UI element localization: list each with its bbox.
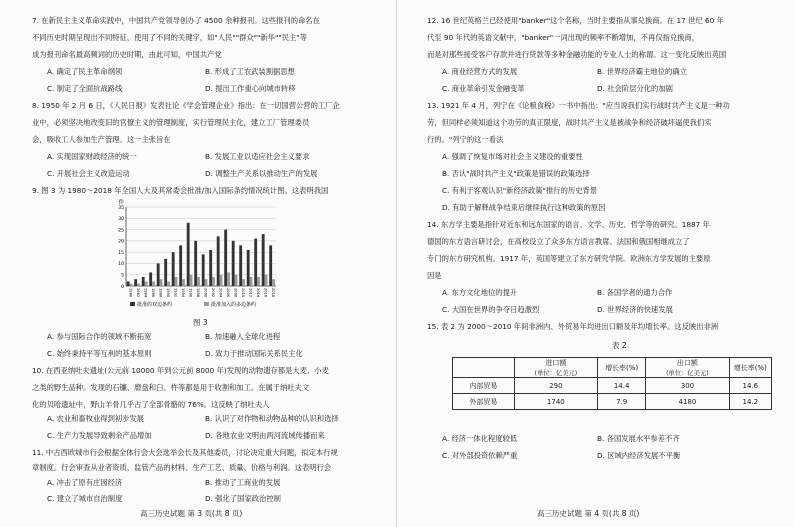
x-tick-label: 2008 (233, 288, 238, 298)
q10-line-2: 之类的野生品种。发现的石镰、磨盘和臼、杵等都是用于收割和加工。在属于纳吐夫文 (32, 383, 310, 392)
bar-multilateral (197, 277, 200, 286)
table-cell: 14.2 (729, 394, 771, 410)
bar-multilateral (212, 277, 215, 286)
q11-line-1: 11. 中古西欧城市行会根据全体行会大会选举会长及其他委员，讨论决定重大问题，拟定本行规 (32, 448, 338, 457)
table-cell: 外部贸易 (453, 394, 515, 410)
x-tick-label: 1992 (173, 288, 178, 298)
q7-option-a[interactable]: A. 确定了民主革命纲领 (47, 67, 123, 76)
q14-option-a[interactable]: A. 东方文化地位的提升 (442, 288, 518, 297)
legend-bilateral: 批准的双边条约 (137, 302, 173, 308)
bar-multilateral (145, 281, 148, 286)
q7-option-b[interactable]: B. 形成了工农武装割据思想 (205, 67, 295, 76)
bar-bilateral (179, 245, 182, 286)
table-cell: 300 (646, 378, 729, 394)
x-tick-label: 1988 (158, 288, 163, 298)
bar-multilateral (257, 277, 260, 286)
bar-multilateral (205, 279, 208, 286)
q14-option-c[interactable]: C. 大国在世界的争夺日趋激烈 (442, 305, 540, 314)
q13-option-a[interactable]: A. 强调了恢复市场对社会主义建设的重要性 (442, 152, 583, 161)
q12-line-1: 12. 16 世纪英格兰已经使用"banker"这个名称，当时主要指从事兑换商。在 17 世纪 60 年 (427, 16, 724, 25)
q9-option-c[interactable]: C. 始终秉持平等互利的基本原则 (47, 349, 152, 358)
q12-option-c[interactable]: C. 商业革命引发金融变革 (442, 84, 525, 93)
q13-line-1: 13. 1921 年 4 月，列宁在《论粮食税》一书中指出："应当说我们实行战时共产主义是一种功 (427, 101, 730, 110)
q8-option-a[interactable]: A. 实现国家财政经济的统一 (47, 152, 137, 161)
bar-bilateral (217, 236, 220, 286)
table-header-cell (514, 358, 597, 378)
x-tick-label: 2010 (241, 288, 246, 298)
bar-bilateral (239, 245, 242, 286)
treaty-chart (108, 197, 288, 312)
bar-multilateral (152, 281, 155, 286)
q15-line-1: 15. 表 2 为 2000～2010 年间非洲内、外贸易年均进出口额及年均增长率。这反映出非洲 (427, 322, 719, 331)
q14-option-b[interactable]: B. 各国学者的通力合作 (597, 288, 673, 297)
x-tick-label: 1998 (196, 288, 201, 298)
q10-option-b[interactable]: B. 认识了对作物和动物品种的认识和选择 (205, 414, 339, 423)
trade-table (452, 357, 772, 410)
q7-line-1: 7. 在新民主主义革命实践中，中国共产党领导创办了 4500 余种报刊。这些报刊的命名在 (32, 16, 320, 25)
bar-bilateral (247, 250, 250, 286)
bar-bilateral (269, 245, 272, 286)
bar-bilateral (254, 239, 257, 286)
q12-option-d[interactable]: D. 社会阶层分化的加剧 (597, 84, 673, 93)
q9-option-d[interactable]: D. 致力于推动国际关系民主化 (205, 349, 303, 358)
table-row (453, 394, 772, 410)
treaty-chart-svg (108, 197, 288, 312)
q7-option-c[interactable]: C. 制定了全面抗战路线 (47, 84, 123, 93)
q14-line-4: 因是 (427, 271, 442, 280)
bar-multilateral (167, 281, 170, 286)
bar-multilateral (250, 277, 253, 286)
x-tick-label: 1980 (128, 288, 133, 298)
q11-line-2: 章制度。行会审查从业者资质，监管产品的材料、生产工艺、质量、价格与利润。这表明行会 (32, 463, 332, 472)
q13-option-b[interactable]: B. 否认"战时共产主义"政策是错误的政策选择 (442, 169, 590, 178)
x-tick-label: 2012 (248, 288, 253, 298)
q8-line-2: 业中，必须坚决地改变旧的官僚主义的管理制度，实行管理民主化，建立工厂管理委员 (32, 118, 310, 127)
x-tick-label: 2014 (256, 288, 261, 298)
x-tick-label: 1986 (151, 288, 156, 298)
q9-line-1: 9. 图 3 为 1980～2018 年全国人大及其常委会批准/加入国际条约情况统计图。这表明我国 (32, 186, 329, 195)
x-tick-label: 2004 (218, 288, 223, 298)
bar-bilateral (202, 254, 205, 286)
bar-multilateral (235, 275, 238, 286)
y-tick-label: 20 (118, 239, 124, 245)
q13-line-3: 行的。"列宁的这一看法 (427, 135, 504, 144)
q10-line-1: 10. 在西亚纳吐夫遗址(公元前 10000 年到公元前 8000 年)发现的动物遗存都是大麦、小麦 (32, 366, 329, 375)
q14-line-3: 专门的东方研究机构。1917 年，英国等建立了东方研究学院。欧洲东方学发展的主要原 (427, 254, 711, 263)
q8-option-d[interactable]: D. 调整生产关系以推动生产的发展 (205, 169, 318, 178)
bar-multilateral (160, 279, 163, 286)
bar-bilateral (134, 279, 137, 286)
import-unit: (单位：亿美元) (534, 370, 578, 377)
bar-multilateral (190, 275, 193, 286)
x-tick-label: 2000 (203, 288, 208, 298)
bar-bilateral (149, 272, 152, 286)
q12-option-b[interactable]: B. 世界经济霸主地位的确立 (597, 67, 687, 76)
q15-option-b[interactable]: B. 各国发展水平参差不齐 (597, 434, 680, 443)
bar-multilateral (137, 284, 140, 286)
figure-caption: 图 3 (193, 318, 208, 327)
bar-multilateral (175, 277, 178, 286)
x-tick-label: 2006 (226, 288, 231, 298)
bar-bilateral (164, 259, 167, 286)
q11-option-b[interactable]: B. 推动了工商业的发展 (205, 478, 281, 487)
bar-multilateral (227, 272, 230, 286)
q13-line-2: 劳，但同样必须知道这个功劳的真正限度，战时共产主义是被战争和经济破坏逼使我们实 (427, 118, 712, 127)
q12-line-3: 而是对那些接受客户存款并进行贷款等多种金融功能的专业人士的称谓。这一变化反映出英国 (427, 50, 727, 59)
bar-bilateral (187, 223, 190, 286)
bar-bilateral (209, 250, 212, 286)
q14-line-2: 德国的东方语言研讨会，在高校设立了众多东方语言教席。法国和俄国相继成立了 (427, 237, 690, 246)
y-tick-label: 25 (118, 228, 124, 234)
q14-line-1: 14. 东方学主要是指针对近东和远东国家的语言、文学、历史、哲学等的研究。1887 年 (427, 220, 710, 229)
table-cell: 14.4 (598, 378, 646, 394)
q10-line-3: 化的贝哈遗址中，野山羊骨几乎占了全部骨骼的 76%。这反映了纳吐夫人 (32, 400, 270, 409)
table-header-cell: 增长率(%) (598, 358, 646, 378)
x-tick-label: 1994 (181, 288, 186, 298)
q12-option-a[interactable]: A. 商业经营方式的发展 (442, 67, 518, 76)
table-header-cell (453, 358, 515, 378)
import-header: 进口额 (545, 359, 567, 367)
q9-option-a[interactable]: A. 参与国际合作的领域不断拓宽 (47, 332, 152, 341)
left-page-footer: 高三历史试题 第 3 页(共 8 页) (140, 509, 243, 518)
table-header-cell: 增长率(%) (729, 358, 771, 378)
q12-line-2: 代至 90 年代的英语文献中，"banker"一词出现的频率不断增加，不再仅指兑换商， (427, 33, 700, 42)
q7-line-3: 成为报刊命名最高频词的历史时期，由此可知，中国共产党 (32, 50, 222, 59)
legend-swatch-multilateral (204, 302, 209, 306)
q11-option-d[interactable]: D. 强化了国家政治控制 (205, 494, 281, 503)
bar-bilateral (194, 241, 197, 286)
legend-multilateral: 批准加入的多边条约 (211, 302, 257, 308)
bar-bilateral (172, 252, 175, 286)
y-tick-label: 5 (121, 273, 124, 279)
q7-line-2: 不同历史时期呈现出不同特征，使用了不同的关键字，如"人民""群众""新华""民主"等 (32, 33, 307, 42)
table-cell: 4180 (646, 394, 729, 410)
q8-option-c[interactable]: C. 开展社会主义改造运动 (47, 169, 130, 178)
y-tick-label: 10 (118, 262, 124, 268)
q14-option-d[interactable]: D. 世界经济的快速发展 (597, 305, 673, 314)
x-tick-label: 2002 (211, 288, 216, 298)
table-header-cell (646, 358, 729, 378)
q15-option-d[interactable]: D. 区域内经济发展不平衡 (597, 451, 681, 460)
bar-multilateral (182, 279, 185, 286)
y-tick-label: 35 (118, 205, 124, 211)
q10-option-a[interactable]: A. 农业和畜牧业得到初步发展 (47, 414, 145, 423)
q10-option-c[interactable]: C. 生产力发展导致剩余产品增加 (47, 431, 152, 440)
table-cell: 14.6 (729, 378, 771, 394)
q11-option-a[interactable]: A. 冲击了原有庄园经济 (47, 478, 123, 487)
table-cell: 7.9 (598, 394, 646, 410)
q15-option-a[interactable]: A. 经济一体化程度较低 (442, 434, 518, 443)
x-tick-label: 1990 (166, 288, 171, 298)
x-tick-label: 1996 (188, 288, 193, 298)
table-cell: 内部贸易 (453, 378, 515, 394)
y-tick-label: 0 (121, 284, 124, 290)
table-cell: 290 (514, 378, 597, 394)
right-page (397, 0, 794, 527)
q7-option-d[interactable]: D. 提出工作重心向城市转移 (205, 84, 296, 93)
bar-bilateral (232, 241, 235, 286)
table-caption: 表 2 (612, 341, 627, 350)
bar-multilateral (265, 275, 268, 286)
x-tick-label: 1982 (136, 288, 141, 298)
q11-option-c[interactable]: C. 建立了城市自治制度 (47, 494, 123, 503)
y-axis-label: 件 (118, 200, 124, 206)
bar-multilateral (272, 279, 275, 286)
table-header-row (453, 358, 772, 378)
q8-line-3: 会，吸收工人参加生产管理。这一主张旨在 (32, 135, 171, 144)
q13-option-d[interactable]: D. 有助于解释战争结束后继续执行这种政策的原因 (442, 203, 606, 212)
y-tick-label: 30 (118, 217, 124, 223)
table-cell: 1740 (514, 394, 597, 410)
bar-multilateral (130, 284, 133, 286)
q8-option-b[interactable]: B. 发展工业以适应社会主义要求 (205, 152, 310, 161)
export-unit: (单位：亿美元) (666, 370, 709, 377)
bar-bilateral (262, 234, 265, 286)
bar-multilateral (220, 275, 223, 286)
bar-bilateral (224, 230, 227, 286)
q9-option-b[interactable]: B. 加速融入全球化进程 (205, 332, 281, 341)
q8-line-1: 8. 1950 年 2 月 6 日，《人民日报》发表社论《学会管理企业》指出：在一切国营公营的工厂企 (32, 101, 340, 110)
bar-bilateral (142, 277, 145, 286)
y-tick-label: 15 (118, 250, 124, 256)
legend-swatch-bilateral (130, 302, 135, 306)
q13-option-c[interactable]: C. 有利于客观认识"新经济政策"推行的历史背景 (442, 186, 598, 195)
x-tick-label: 1984 (143, 288, 148, 298)
bar-bilateral (157, 263, 160, 286)
x-tick-label: 2018 (271, 288, 276, 298)
table-row (453, 378, 772, 394)
bar-bilateral (127, 281, 130, 286)
q15-option-c[interactable]: C. 对外部投资依赖严重 (442, 451, 518, 460)
export-header: 出口额 (676, 359, 698, 367)
x-tick-label: 2016 (263, 288, 268, 298)
q10-option-d[interactable]: D. 各地农业文明由两河流域传播而来 (205, 431, 325, 440)
bar-multilateral (242, 279, 245, 286)
right-page-footer: 高三历史试题 第 4 页(共 8 页) (537, 509, 640, 518)
